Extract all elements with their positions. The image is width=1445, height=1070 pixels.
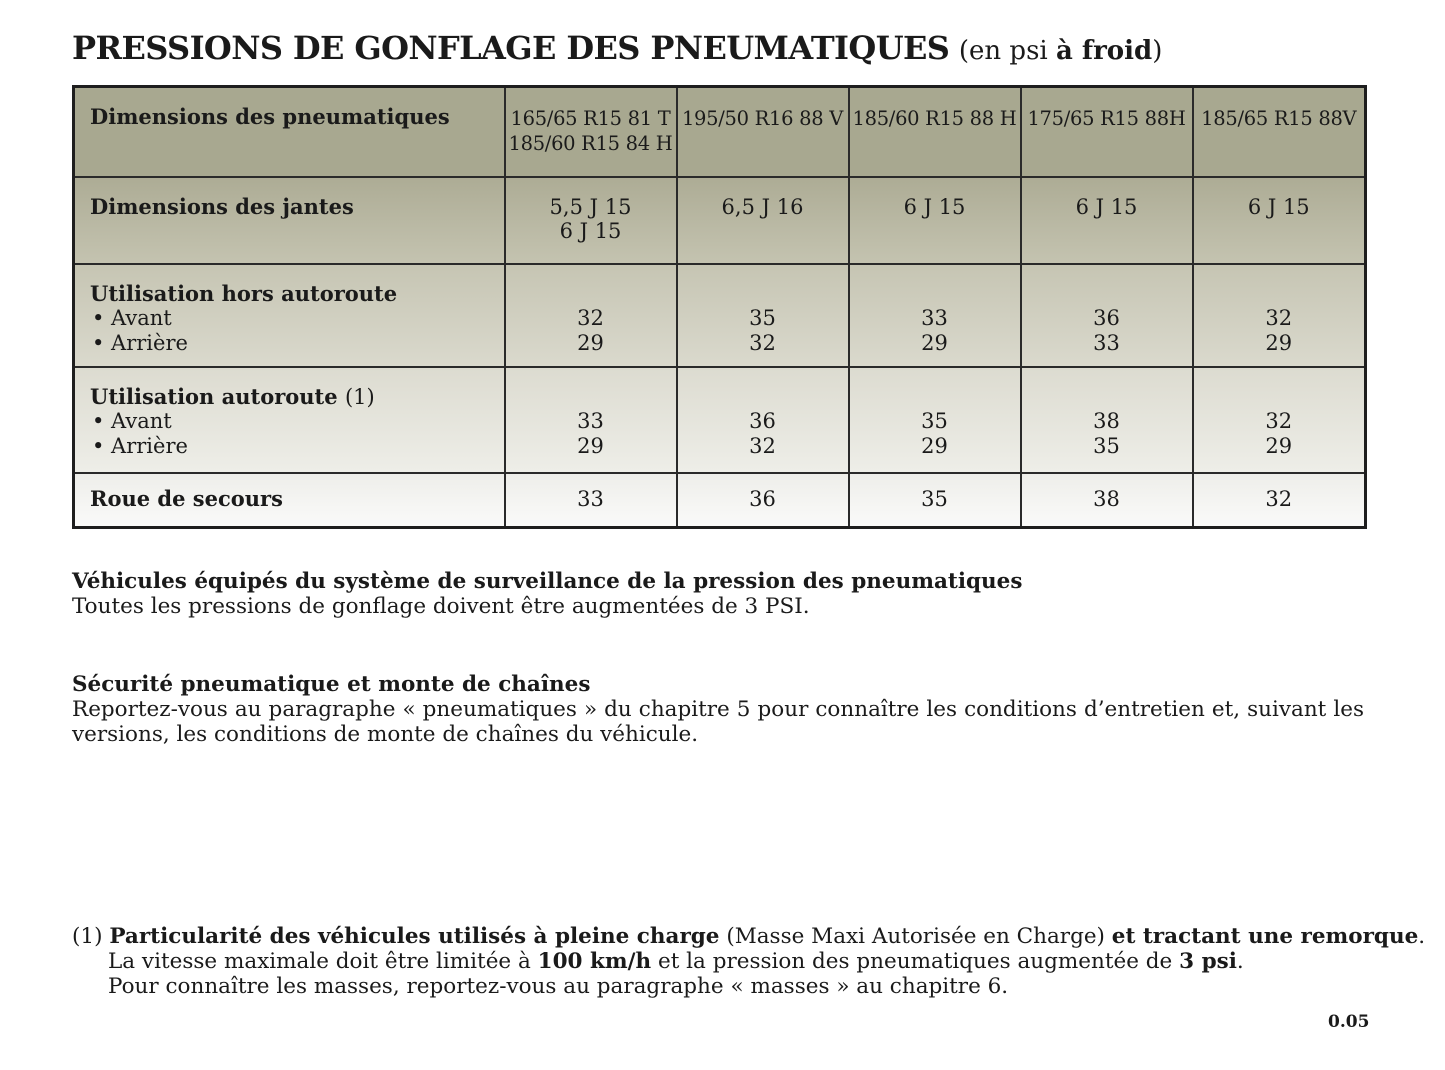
rim-size-cell: 6 J 15 (1021, 177, 1193, 264)
section-monitoring (72, 569, 1364, 619)
pressure-cell: 32 (1193, 473, 1366, 528)
pressure-cell: 36 (677, 473, 849, 528)
pressure-cell: 33 (505, 473, 677, 528)
pressure-cell: 36 33 (1021, 264, 1193, 367)
label-spare-wheel: Roue de secours (74, 473, 505, 528)
rim-size-cell: 5,5 J 15 6 J 15 (505, 177, 677, 264)
row-tyre-sizes (74, 87, 1366, 177)
label-front: • Avant (92, 306, 172, 330)
rim-size-cell: 6 J 15 (1193, 177, 1366, 264)
page-number: 0.05 (1328, 1012, 1370, 1032)
pressure-cell: 32 29 (1193, 367, 1366, 473)
tyre-size-cell: 195/50 R16 88 V (677, 87, 849, 177)
label-rear: • Arrière (92, 330, 188, 355)
page-title (72, 26, 1162, 73)
title-main: PRESSIONS DE GONFLAGE DES PNEUMATIQUES (72, 29, 950, 67)
footnote (72, 924, 1426, 999)
footnote-line-3: Pour connaître les masses, reportez-vous au paragraphe « masses » au chapitre 6. (108, 974, 1009, 999)
row-offroad-use (74, 264, 1366, 367)
pressure-table (72, 85, 1367, 529)
footnote-ref: (1) (344, 384, 375, 409)
row-rim-sizes (74, 177, 1366, 264)
section-monitoring-text: Toutes les pressions de gonflage doivent être augmentées de 3 PSI. (72, 594, 810, 619)
pressure-cell: 33 29 (505, 367, 677, 473)
title-unit-close: ) (1152, 36, 1163, 66)
pressure-cell: 33 29 (849, 264, 1021, 367)
pressure-cell: 38 35 (1021, 367, 1193, 473)
section-chains (72, 672, 1364, 747)
label-tyre-sizes: Dimensions des pneumatiques (74, 87, 505, 177)
pressure-cell: 32 29 (1193, 264, 1366, 367)
title-unit-bold: à froid (1056, 36, 1153, 66)
section-chains-text: Reportez-vous au paragraphe « pneumatiques » du chapitre 5 pour connaître les conditions d’entretien et, suivant les versions, les conditions de monte de chaînes du véhicule. (72, 697, 1364, 747)
footnote-line-1: (1) Particularité des véhicules utilisés à pleine charge (Masse Maxi Autorisée en Charge) et tractant une remorque. (72, 924, 1426, 949)
section-monitoring-heading: Véhicules équipés du système de surveillance de la pression des pneumatiques (72, 569, 1023, 594)
tyre-size-cell: 165/65 R15 81 T 185/60 R15 84 H (505, 87, 677, 177)
label-offroad-use: Utilisation hors autoroute • Avant • Arrière (74, 264, 505, 367)
pressure-cell: 35 (849, 473, 1021, 528)
rim-size-cell: 6 J 15 (849, 177, 1021, 264)
row-highway-use (74, 367, 1366, 473)
title-unit-open: (en psi (958, 36, 1056, 66)
rim-size-cell: 6,5 J 16 (677, 177, 849, 264)
section-chains-heading: Sécurité pneumatique et monte de chaînes (72, 672, 591, 697)
pressure-cell: 38 (1021, 473, 1193, 528)
tyre-size-cell: 185/60 R15 88 H (849, 87, 1021, 177)
title-unit (959, 36, 1162, 66)
pressure-cell: 35 32 (677, 264, 849, 367)
label-front: • Avant (92, 409, 172, 433)
pressure-cell: 32 29 (505, 264, 677, 367)
footnote-line-2: La vitesse maximale doit être limitée à 100 km/h et la pression des pneumatiques augmentée de 3 psi. (108, 949, 1244, 974)
label-highway-use: Utilisation autoroute (1) • Avant • Arrière (74, 367, 505, 473)
label-rim-sizes: Dimensions des jantes (74, 177, 505, 264)
pressure-cell: 35 29 (849, 367, 1021, 473)
footnote-marker: (1) (72, 924, 103, 949)
tyre-size-cell: 185/65 R15 88V (1193, 87, 1366, 177)
label-rear: • Arrière (92, 433, 188, 458)
tyre-size-cell: 175/65 R15 88H (1021, 87, 1193, 177)
row-spare-wheel (74, 473, 1366, 528)
pressure-cell: 36 32 (677, 367, 849, 473)
